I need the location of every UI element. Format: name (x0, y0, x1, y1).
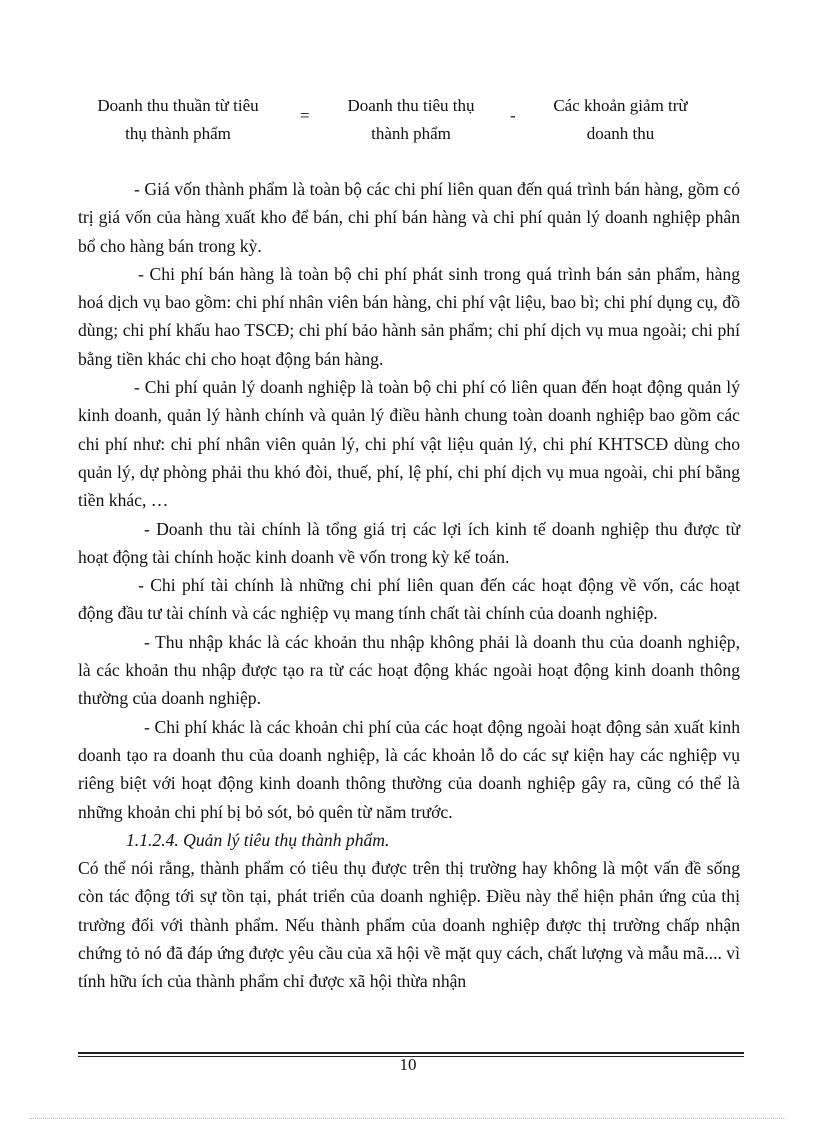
page-number: 10 (399, 1055, 417, 1074)
paragraph-admin-expenses: - Chi phí quản lý doanh nghiệp là toàn bộ chi phí có liên quan đến hoạt động quản lý kinh doanh, quản lý hành chính và quản lý điều hành chung toàn doanh nghiệp bao gồm các chi phí như: chi phí nhân viên quản lý, chi phí vật liệu quản lý, chi phí KHTSCĐ dùng cho quản lý, dự phòng phải thu khó đòi, thuế, phí, lệ phí, chi phí dịch vụ mua ngoài, chi phí bằng tiền khác, … (78, 377, 740, 511)
minus-sign: - (510, 106, 516, 125)
body-text (78, 175, 740, 996)
paragraph-selling-expenses: - Chi phí bán hàng là toàn bộ chi phí phát sinh trong quá trình bán sản phẩm, hàng hoá dịch vụ bao gồm: chi phí nhân viên bán hàng, chi phí vật liệu, bao bì; chi phí dụng cụ, đồ dùng; chi phí khấu hao TSCĐ; chi phí bảo hành sản phẩm; chi phí dịch vụ mua ngoài; chi phí bằng tiền khác chi cho hoạt động bán hàng. (78, 263, 740, 369)
paragraph-cost-of-goods: - Giá vốn thành phẩm là toàn bộ các chi phí liên quan đến quá trình bán hàng, gồm có trị giá vốn của hàng xuất kho để bán, chi phí bán hàng và chi phí quản lý doanh nghiệp phân bổ cho hàng bán trong kỳ. (78, 179, 740, 256)
formula-term-line: doanh thu (586, 124, 655, 143)
equals-sign: = (300, 106, 310, 125)
formula-term-line: thành phẩm (371, 124, 451, 143)
page-bottom-dotted-line (30, 1118, 786, 1119)
formula-term-line: Doanh thu tiêu thụ (347, 96, 475, 115)
paragraph-consumption-management: Có thể nói rằng, thành phẩm có tiêu thụ được trên thị trường hay không là một vấn đề sống còn tác động tới sự tồn tại, phát triển của doanh nghiệp. Điều này thể hiện phản ứng của thị trường đối với thành phẩm. Nếu thành phẩm của doanh nghiệp được thị trường chấp nhận chứng tỏ nó đã đáp ứng được yêu cầu của xã hội về mặt quy cách, chất lượng và mẫu mã.... vì tính hữu ích của thành phẩm chỉ được xã hội thừa nhận (78, 858, 740, 992)
formula-term-line: thụ thành phẩm (125, 124, 231, 143)
formula-term-line: Các khoản giảm trừ (553, 96, 688, 115)
footer-rule (78, 1052, 744, 1054)
formula-term-net-revenue (78, 92, 278, 148)
formula-term-sales-revenue (321, 92, 501, 148)
paragraph-other-income: - Thu nhập khác là các khoản thu nhập không phải là doanh thu của doanh nghiệp, là các khoản thu nhập được tạo ra từ các hoạt động khác ngoài hoạt động kinh doanh thông thường của doanh nghiệp. (78, 631, 740, 709)
formula-term-line: Doanh thu thuần từ tiêu (97, 96, 259, 115)
formula-term-deductions (533, 92, 708, 148)
paragraph-other-expenses: - Chi phí khác là các khoản chi phí của các hoạt động ngoài hoạt động sản xuất kinh doanh tạo ra doanh thu của doanh nghiệp, là các khoản lỗ do các sự kiện hay các nghiệp vụ riêng biệt với hoạt động kinh doanh thông thường của doanh nghiệp gây ra, cũng có thể là những khoản chi phí bị bỏ sót, bỏ quên từ năm trước. (78, 716, 740, 822)
paragraph-financial-expenses: - Chi phí tài chính là những chi phí liên quan đến các hoạt động về vốn, các hoạt động đầu tư tài chính và các nghiệp vụ mang tính chất tài chính của doanh nghiệp. (78, 575, 740, 624)
section-heading: 1.1.2.4. Quản lý tiêu thụ thành phẩm. (126, 829, 390, 850)
revenue-formula (78, 92, 742, 152)
paragraph-financial-revenue: - Doanh thu tài chính là tổng giá trị các lợi ích kinh tế doanh nghiệp thu được từ hoạt động tài chính hoặc kinh doanh về vốn trong kỳ kế toán. (78, 518, 740, 567)
